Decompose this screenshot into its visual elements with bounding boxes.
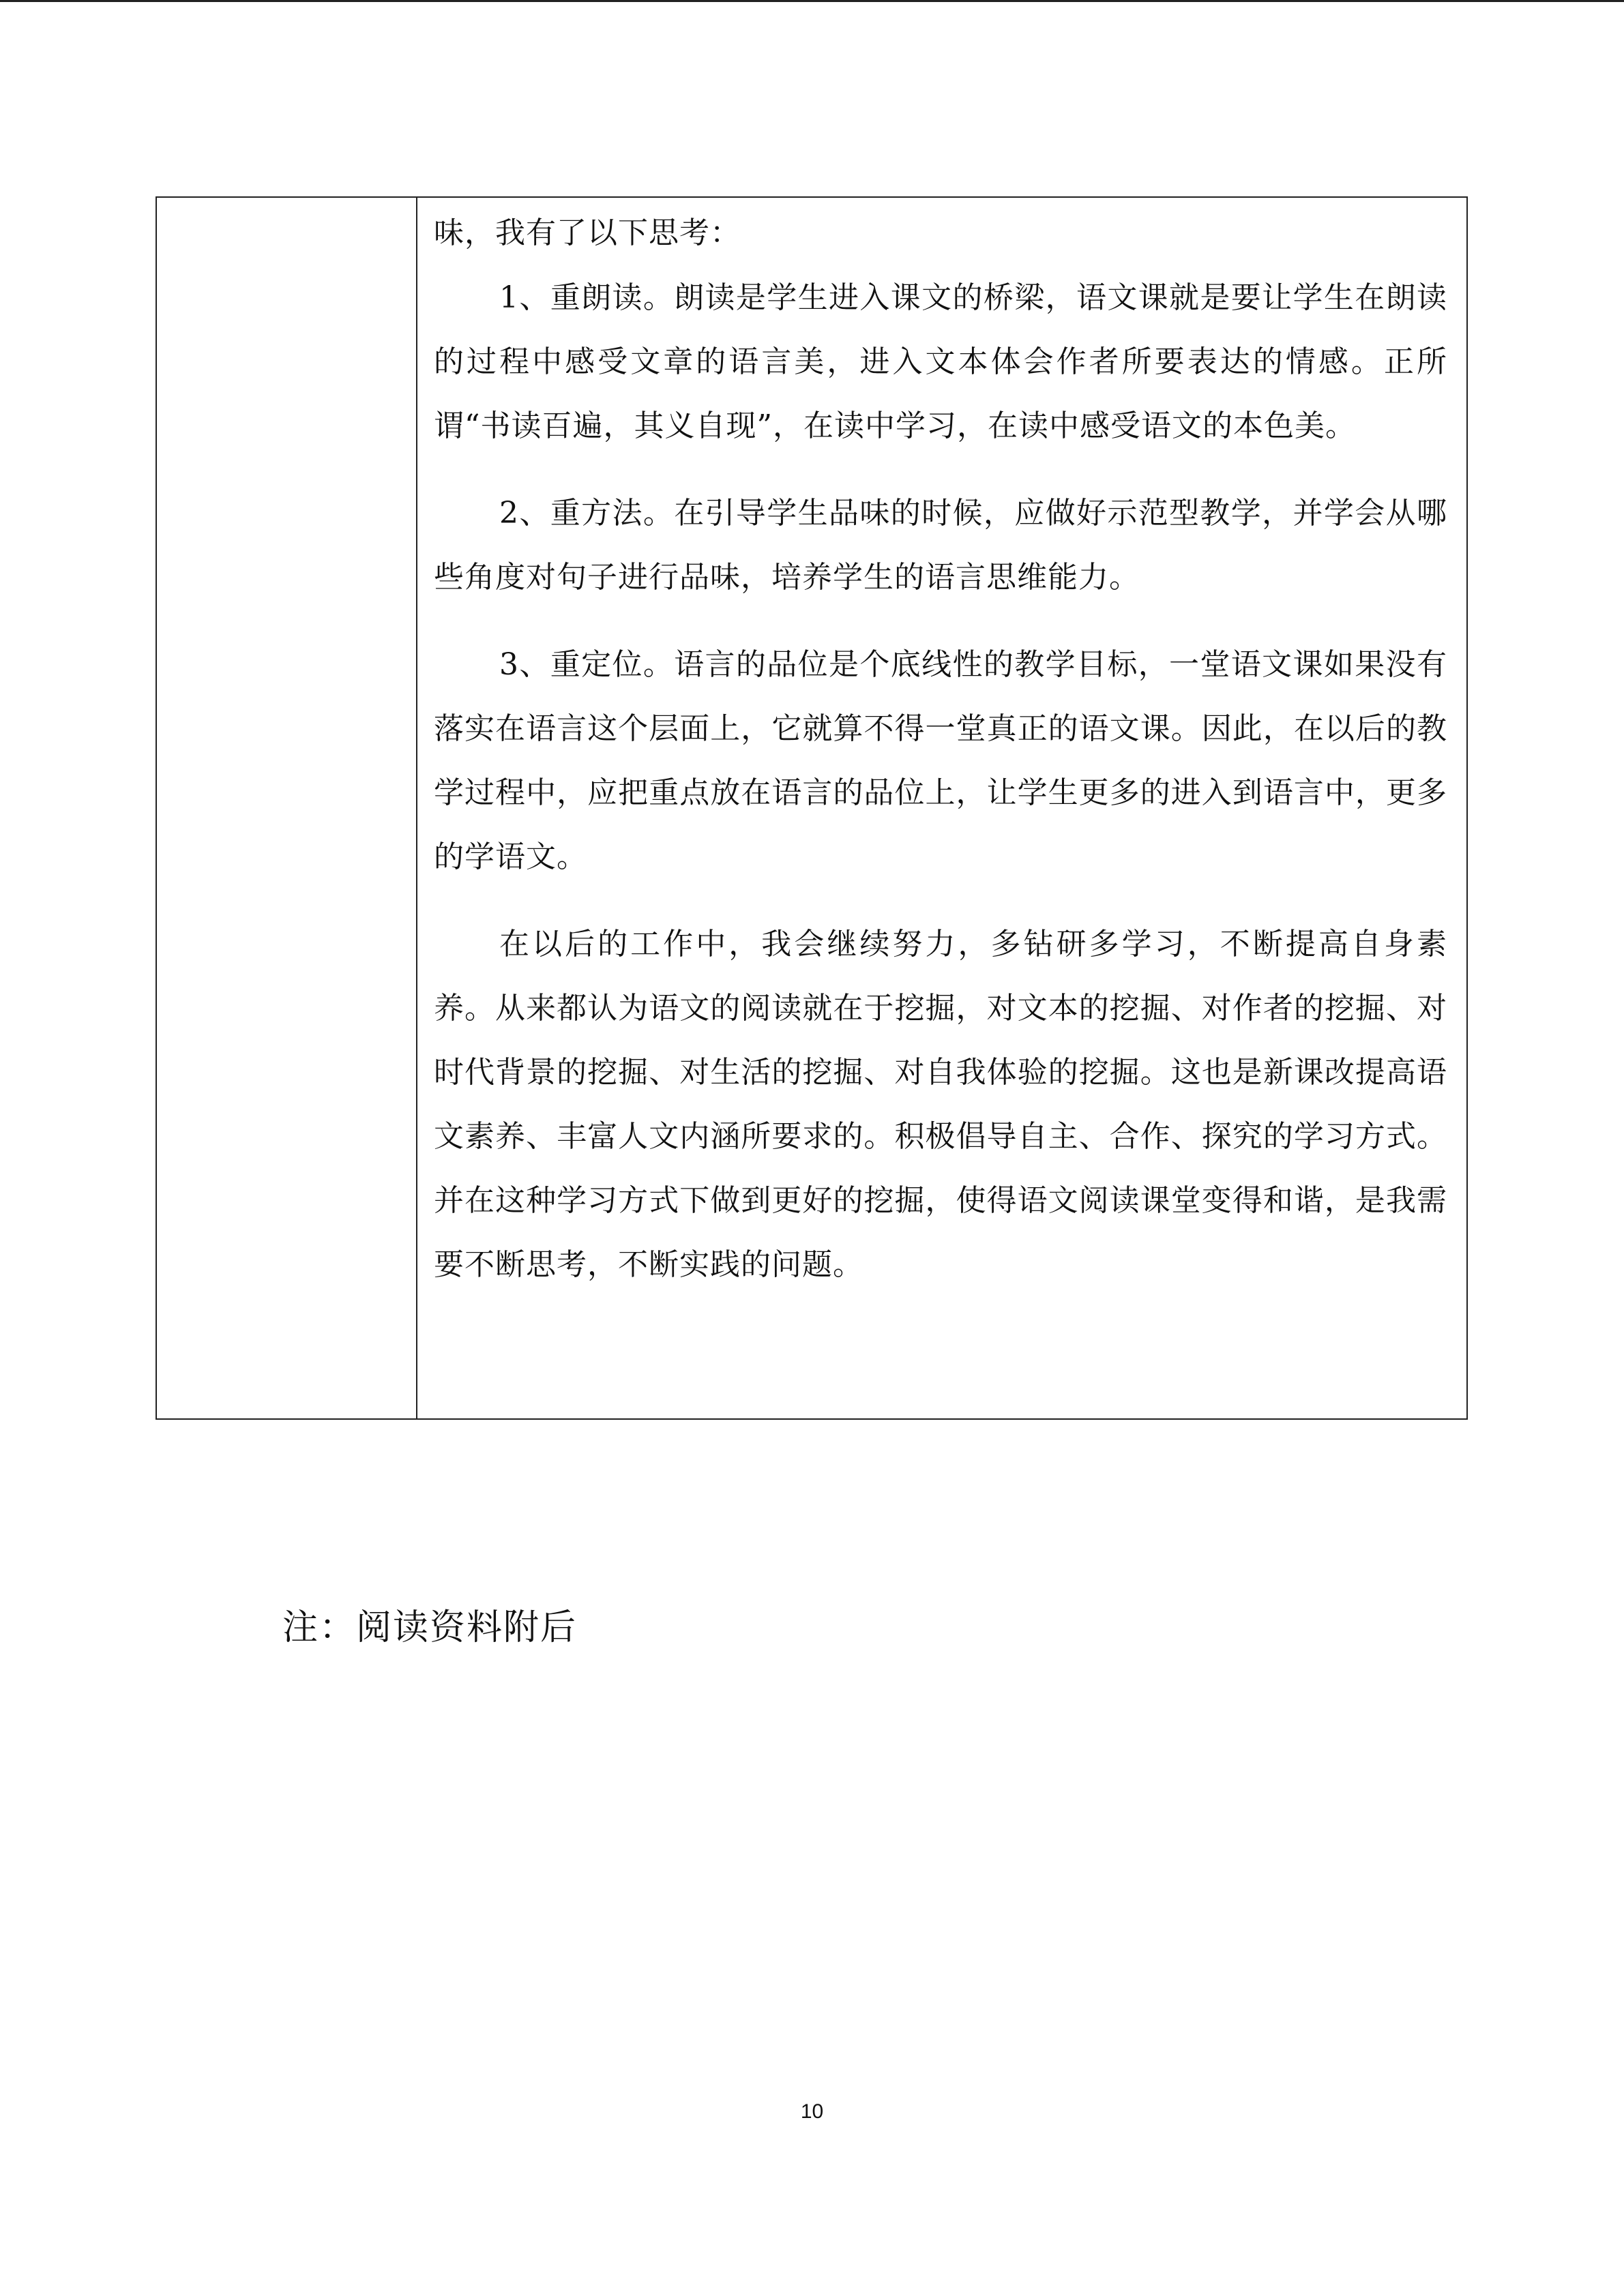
paragraph-intro: 味，我有了以下思考： <box>434 215 741 250</box>
table-left-cell <box>157 198 417 1418</box>
paragraph-method: 2、重方法。在引导学生品味的时候，应做好示范型教学，并学会从哪些角度对句子进行品味，培养学生的语言思维能力。 <box>434 496 1447 595</box>
attachment-note: 注：阅读资料附后 <box>282 1607 578 1648</box>
paragraph-future-work: 在以后的工作中，我会继续努力，多钻研多学习，不断提高自身素养。从来都认为语文的阅读就在于挖掘，对文本的挖掘、对作者的挖掘、对时代背景的挖掘、对生活的挖掘、对自我体验的挖掘。这也是新课改提高语文素养、丰富人文内涵所要求的。积极倡导自主、合作、探究的学习方式。并在这种学习方式下做到更好的挖掘，使得语文阅读课堂变得和谐，是我需要不断思考，不断实践的问题。 <box>434 927 1447 1282</box>
paragraph-reading: 1、重朗读。朗读是学生进入课文的桥梁，语文课就是要让学生在朗读的过程中感受文章的语言美，进入文本体会作者所要表达的情感。正所谓“书读百遍，其义自现”，在读中学习，在读中感受语文的本色美。 <box>434 280 1447 443</box>
reflection-table <box>156 196 1468 1420</box>
page-number: 10 <box>800 2100 824 2123</box>
table-right-cell <box>417 198 1466 1418</box>
top-border-line <box>0 0 1624 2</box>
paragraph-positioning: 3、重定位。语言的品位是个底线性的教学目标，一堂语文课如果没有落实在语言这个层面上，它就算不得一堂真正的语文课。因此，在以后的教学过程中，应把重点放在语言的品位上，让学生更多的进入到语言中，更多的学语文。 <box>434 647 1447 874</box>
